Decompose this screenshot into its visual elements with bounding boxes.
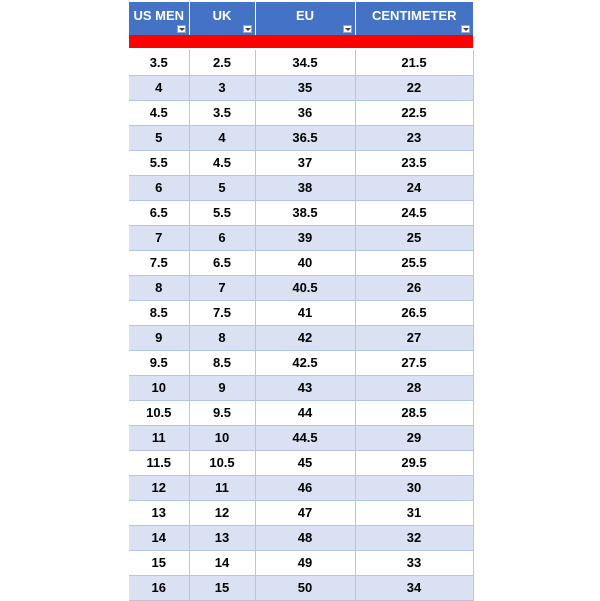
- cell-centimeter[interactable]: 23.5: [355, 150, 473, 175]
- table-row: [129, 375, 473, 400]
- cell-centimeter[interactable]: 32: [355, 525, 473, 550]
- cell-centimeter[interactable]: 22: [355, 75, 473, 100]
- cell-uk[interactable]: 9: [189, 375, 255, 400]
- cell-uk[interactable]: 10: [189, 425, 255, 450]
- cell-us-men[interactable]: 8: [129, 275, 189, 300]
- cell-eu[interactable]: 47: [255, 500, 355, 525]
- cell-eu[interactable]: 36: [255, 100, 355, 125]
- cell-centimeter[interactable]: 24.5: [355, 200, 473, 225]
- cell-centimeter[interactable]: 28.5: [355, 400, 473, 425]
- cell-centimeter[interactable]: 31: [355, 500, 473, 525]
- cell-us-men[interactable]: 11.5: [129, 450, 189, 475]
- table-row: [129, 400, 473, 425]
- cell-us-men[interactable]: 14: [129, 525, 189, 550]
- cell-uk[interactable]: 6.5: [189, 250, 255, 275]
- cell-eu[interactable]: 46: [255, 475, 355, 500]
- cell-uk[interactable]: 11: [189, 475, 255, 500]
- cell-eu[interactable]: 40.5: [255, 275, 355, 300]
- cell-centimeter[interactable]: 33: [355, 550, 473, 575]
- cell-eu[interactable]: 39: [255, 225, 355, 250]
- cell-us-men[interactable]: 5.5: [129, 150, 189, 175]
- cell-uk[interactable]: 10.5: [189, 450, 255, 475]
- cell-us-men[interactable]: 8.5: [129, 300, 189, 325]
- cell-uk[interactable]: 7.5: [189, 300, 255, 325]
- table-row: [129, 500, 473, 525]
- header-label: CENTIMETER: [372, 8, 457, 23]
- cell-centimeter[interactable]: 24: [355, 175, 473, 200]
- cell-centimeter[interactable]: 29.5: [355, 450, 473, 475]
- table-row: [129, 425, 473, 450]
- table-row: [129, 550, 473, 575]
- cell-uk[interactable]: 3: [189, 75, 255, 100]
- cell-centimeter[interactable]: 21.5: [355, 50, 473, 75]
- table-row: [129, 50, 473, 75]
- table-row: [129, 150, 473, 175]
- cell-us-men[interactable]: 12: [129, 475, 189, 500]
- cell-centimeter[interactable]: 23: [355, 125, 473, 150]
- header-us-men: [129, 2, 189, 35]
- filter-dropdown-icon[interactable]: [461, 25, 470, 33]
- cell-uk[interactable]: 15: [189, 575, 255, 600]
- cell-centimeter[interactable]: 27.5: [355, 350, 473, 375]
- cell-uk[interactable]: 6: [189, 225, 255, 250]
- size-conversion-table: [129, 2, 474, 601]
- cell-eu[interactable]: 44: [255, 400, 355, 425]
- filter-dropdown-icon[interactable]: [343, 25, 352, 33]
- cell-eu[interactable]: 42.5: [255, 350, 355, 375]
- header-label: US MEN: [133, 8, 185, 23]
- filter-dropdown-icon[interactable]: [243, 25, 252, 33]
- table-body: [129, 35, 473, 600]
- cell-eu[interactable]: 50: [255, 575, 355, 600]
- cell-eu[interactable]: 40: [255, 250, 355, 275]
- cell-centimeter[interactable]: 27: [355, 325, 473, 350]
- cell-us-men[interactable]: 3.5: [129, 50, 189, 75]
- cell-us-men[interactable]: 10.5: [129, 400, 189, 425]
- cell-us-men[interactable]: 4: [129, 75, 189, 100]
- table-row: [129, 175, 473, 200]
- cell-uk[interactable]: 14: [189, 550, 255, 575]
- cell-eu[interactable]: 43: [255, 375, 355, 400]
- cell-eu[interactable]: 35: [255, 75, 355, 100]
- table-row: [129, 75, 473, 100]
- cell-uk[interactable]: 13: [189, 525, 255, 550]
- table-row: [129, 125, 473, 150]
- cell-eu[interactable]: 44.5: [255, 425, 355, 450]
- cell-uk[interactable]: 8.5: [189, 350, 255, 375]
- cell-us-men[interactable]: 9: [129, 325, 189, 350]
- table-header: [129, 2, 473, 35]
- cell-eu[interactable]: 45: [255, 450, 355, 475]
- table-row: [129, 100, 473, 125]
- cell-eu[interactable]: 48: [255, 525, 355, 550]
- cell-us-men[interactable]: 7: [129, 225, 189, 250]
- cell-us-men[interactable]: 4.5: [129, 100, 189, 125]
- cell-eu[interactable]: 38.5: [255, 200, 355, 225]
- cell-us-men[interactable]: 15: [129, 550, 189, 575]
- cell-us-men[interactable]: 6.5: [129, 200, 189, 225]
- cell-us-men[interactable]: 10: [129, 375, 189, 400]
- cell-uk[interactable]: 8: [189, 325, 255, 350]
- cell-us-men[interactable]: 5: [129, 125, 189, 150]
- cell-centimeter[interactable]: 30: [355, 475, 473, 500]
- cell-centimeter[interactable]: 34: [355, 575, 473, 600]
- header-uk: [189, 2, 255, 35]
- table-row: [129, 250, 473, 275]
- size-chart-sheet: [129, 2, 473, 600]
- red-divider-band: [129, 35, 473, 48]
- cell-uk[interactable]: 7: [189, 275, 255, 300]
- cell-eu[interactable]: 42: [255, 325, 355, 350]
- cell-uk[interactable]: 5.5: [189, 200, 255, 225]
- cell-eu[interactable]: 37: [255, 150, 355, 175]
- table-row: [129, 475, 473, 500]
- cell-us-men[interactable]: 6: [129, 175, 189, 200]
- cell-centimeter[interactable]: 28: [355, 375, 473, 400]
- cell-uk[interactable]: 4.5: [189, 150, 255, 175]
- table-row: [129, 450, 473, 475]
- cell-uk[interactable]: 12: [189, 500, 255, 525]
- cell-centimeter[interactable]: 29: [355, 425, 473, 450]
- table-row: [129, 350, 473, 375]
- table-row: [129, 525, 473, 550]
- table-row: [129, 275, 473, 300]
- cell-uk[interactable]: 3.5: [189, 100, 255, 125]
- cell-centimeter[interactable]: 25.5: [355, 250, 473, 275]
- header-centimeter: [355, 2, 473, 35]
- cell-eu[interactable]: 38: [255, 175, 355, 200]
- cell-centimeter[interactable]: 25: [355, 225, 473, 250]
- table-row: [129, 300, 473, 325]
- header-label: EU: [295, 8, 315, 23]
- red-band-cell: [129, 35, 473, 48]
- cell-eu[interactable]: 49: [255, 550, 355, 575]
- cell-centimeter[interactable]: 22.5: [355, 100, 473, 125]
- cell-centimeter[interactable]: 26: [355, 275, 473, 300]
- cell-centimeter[interactable]: 26.5: [355, 300, 473, 325]
- cell-us-men[interactable]: 11: [129, 425, 189, 450]
- cell-eu[interactable]: 41: [255, 300, 355, 325]
- header-row: [129, 2, 473, 35]
- cell-us-men[interactable]: 9.5: [129, 350, 189, 375]
- filter-dropdown-icon[interactable]: [177, 25, 186, 33]
- cell-uk[interactable]: 4: [189, 125, 255, 150]
- cell-us-men[interactable]: 7.5: [129, 250, 189, 275]
- cell-us-men[interactable]: 16: [129, 575, 189, 600]
- cell-eu[interactable]: 34.5: [255, 50, 355, 75]
- table-row: [129, 225, 473, 250]
- cell-uk[interactable]: 2.5: [189, 50, 255, 75]
- cell-eu[interactable]: 36.5: [255, 125, 355, 150]
- cell-uk[interactable]: 9.5: [189, 400, 255, 425]
- header-label: UK: [212, 8, 232, 23]
- table-row: [129, 575, 473, 600]
- cell-uk[interactable]: 5: [189, 175, 255, 200]
- table-row: [129, 200, 473, 225]
- cell-us-men[interactable]: 13: [129, 500, 189, 525]
- header-eu: [255, 2, 355, 35]
- table-row: [129, 325, 473, 350]
